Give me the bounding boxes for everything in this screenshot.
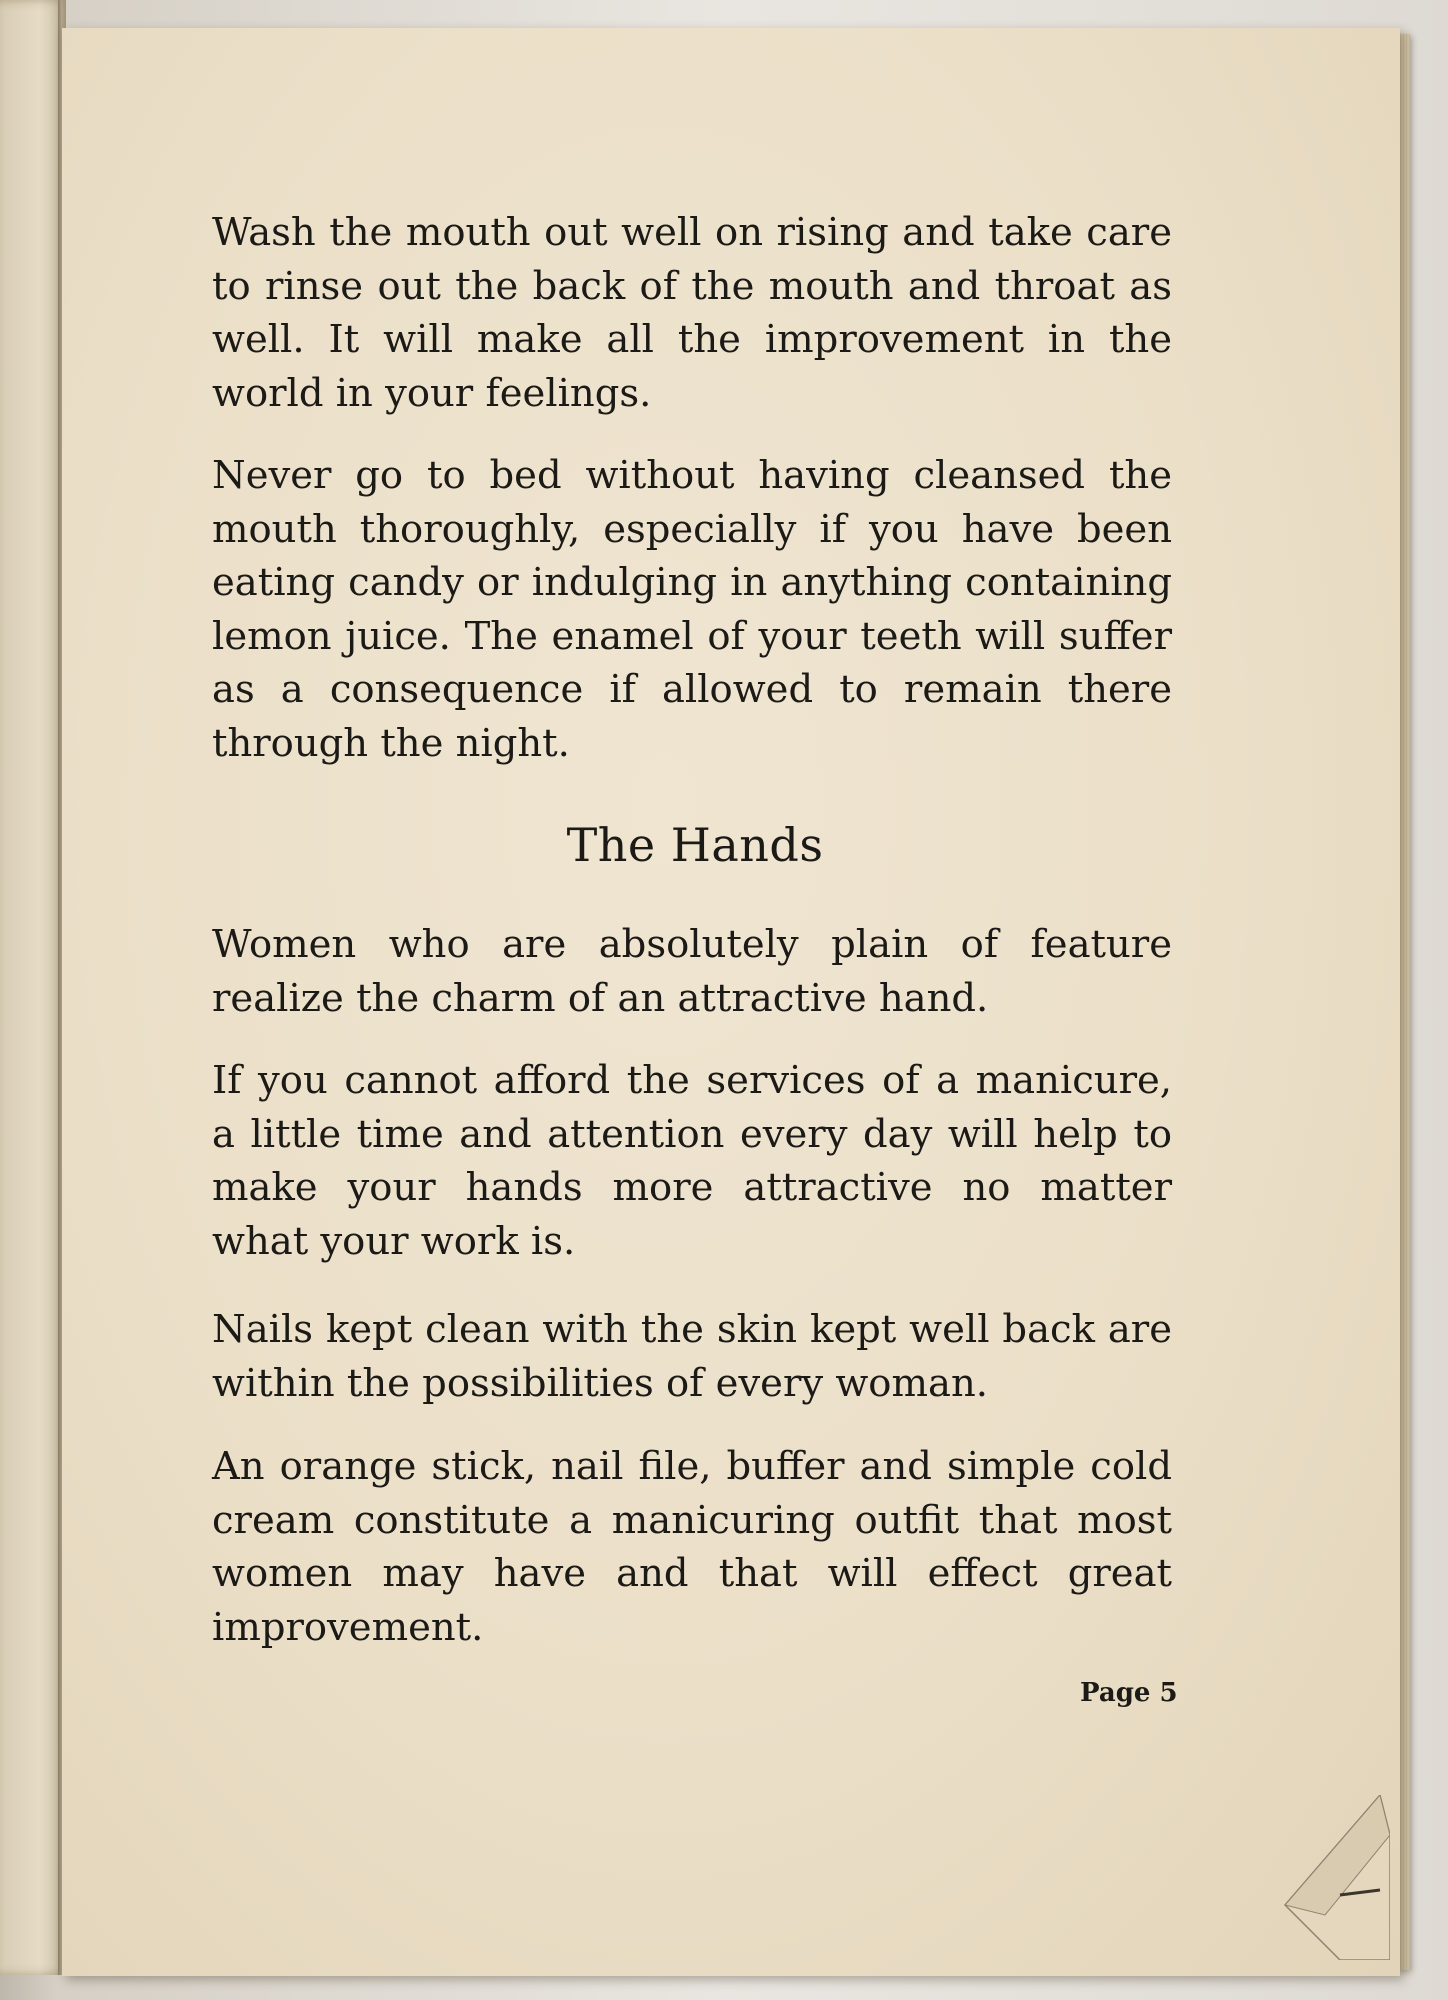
paragraph-nails-clean: Nails kept clean with the skin kept well back are within the possibilities of every woman. [212,1307,1172,1406]
paragraph-bedtime-cleansing: Never go to bed without having cleansed the mouth thoroughly, especially if you have been eating candy or indulging in anything containing lemon juice. The enamel of your teeth will suffer as a consequence if allowed to remain there through the night. [212,453,1172,766]
section-heading: The Hands [566,818,824,872]
left-page-edge [0,0,66,1975]
page-number: Page 5 [1080,1678,1178,1708]
paragraph-manicure-time: If you cannot afford the services of a manicure, a little time and attention every day will help to make your hands more attractive no matter what your work is. [212,1058,1172,1264]
paragraph-attractive-hand: Women who are absolutely plain of feature realize the charm of an attractive hand. [212,922,1172,1021]
paragraph-manicuring-outfit: An orange stick, nail file, buffer and simple cold cream constitute a manicuring outfit that most women may have and that will effect great improvement. [212,1444,1172,1650]
paragraph-mouth-rinse: Wash the mouth out well on rising and take care to rinse out the back of the mouth and throat as well. It will make all the improvement in the world in your feelings. [212,210,1172,416]
folded-corner [1280,1795,1390,1960]
